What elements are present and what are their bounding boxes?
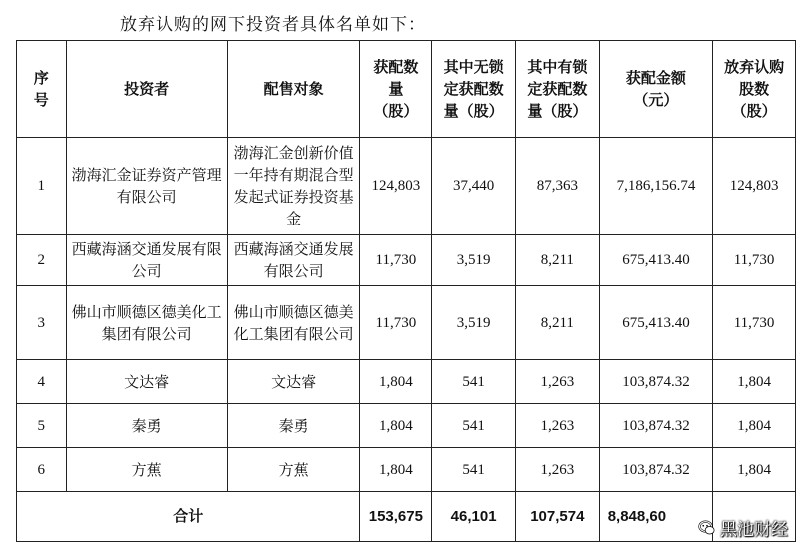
cell-locked: 1,263 bbox=[515, 448, 599, 492]
cell-seq: 6 bbox=[17, 448, 67, 492]
header-row bbox=[17, 41, 796, 138]
table-row bbox=[17, 235, 796, 286]
col-header-locked: 其中有锁定获配数量（股） bbox=[515, 41, 599, 138]
cell-allotted: 1,804 bbox=[360, 448, 432, 492]
cell-locked: 8,211 bbox=[515, 235, 599, 286]
cell-product: 方蕉 bbox=[227, 448, 360, 492]
cell-abandoned: 1,804 bbox=[713, 404, 796, 448]
cell-allotted: 124,803 bbox=[360, 138, 432, 235]
table-row bbox=[17, 448, 796, 492]
cell-amount: 103,874.32 bbox=[599, 448, 712, 492]
total-allotted: 153,675 bbox=[360, 492, 432, 542]
col-header-allotted: 获配数量（股） bbox=[360, 41, 432, 138]
cell-locked: 8,211 bbox=[515, 286, 599, 360]
cell-investor: 方蕉 bbox=[66, 448, 227, 492]
cell-allotted: 1,804 bbox=[360, 360, 432, 404]
watermark-text: 黑池财经 bbox=[720, 520, 788, 540]
cell-unlocked: 541 bbox=[432, 404, 516, 448]
col-header-seq: 序号 bbox=[17, 41, 67, 138]
cell-product: 渤海汇金创新价值一年持有期混合型发起式证券投资基金 bbox=[227, 138, 360, 235]
total-locked: 107,574 bbox=[515, 492, 599, 542]
cell-unlocked: 37,440 bbox=[432, 138, 516, 235]
cell-amount: 7,186,156.74 bbox=[599, 138, 712, 235]
cell-amount: 103,874.32 bbox=[599, 404, 712, 448]
cell-abandoned: 11,730 bbox=[713, 235, 796, 286]
total-amount: 8,848,60 bbox=[599, 492, 712, 542]
cell-locked: 87,363 bbox=[515, 138, 599, 235]
cell-product: 佛山市顺德区德美化工集团有限公司 bbox=[227, 286, 360, 360]
cell-allotted: 11,730 bbox=[360, 286, 432, 360]
cell-investor: 文达睿 bbox=[66, 360, 227, 404]
watermark bbox=[698, 515, 788, 540]
cell-investor: 秦勇 bbox=[66, 404, 227, 448]
col-header-product: 配售对象 bbox=[227, 41, 360, 138]
cell-abandoned: 1,804 bbox=[713, 448, 796, 492]
table-row bbox=[17, 404, 796, 448]
total-label: 合计 bbox=[17, 492, 360, 542]
cell-unlocked: 541 bbox=[432, 448, 516, 492]
cell-unlocked: 541 bbox=[432, 360, 516, 404]
cell-amount: 103,874.32 bbox=[599, 360, 712, 404]
cell-abandoned: 124,803 bbox=[713, 138, 796, 235]
cell-product: 西藏海涵交通发展有限公司 bbox=[227, 235, 360, 286]
cell-allotted: 1,804 bbox=[360, 404, 432, 448]
cell-product: 文达睿 bbox=[227, 360, 360, 404]
cell-seq: 1 bbox=[17, 138, 67, 235]
cell-investor: 西藏海涵交通发展有限公司 bbox=[66, 235, 227, 286]
col-header-investor: 投资者 bbox=[66, 41, 227, 138]
cell-amount: 675,413.40 bbox=[599, 235, 712, 286]
col-header-amount: 获配金额（元） bbox=[599, 41, 712, 138]
cell-locked: 1,263 bbox=[515, 404, 599, 448]
table-row bbox=[17, 286, 796, 360]
total-unlocked: 46,101 bbox=[432, 492, 516, 542]
cell-seq: 4 bbox=[17, 360, 67, 404]
cell-investor: 渤海汇金证券资产管理有限公司 bbox=[66, 138, 227, 235]
cell-seq: 3 bbox=[17, 286, 67, 360]
cell-allotted: 11,730 bbox=[360, 235, 432, 286]
col-header-unlocked: 其中无锁定获配数量（股） bbox=[432, 41, 516, 138]
table-row bbox=[17, 360, 796, 404]
cell-unlocked: 3,519 bbox=[432, 286, 516, 360]
cell-locked: 1,263 bbox=[515, 360, 599, 404]
col-header-abandoned: 放弃认购股数（股） bbox=[713, 41, 796, 138]
cell-amount: 675,413.40 bbox=[599, 286, 712, 360]
cell-abandoned: 1,804 bbox=[713, 360, 796, 404]
cell-seq: 5 bbox=[17, 404, 67, 448]
table-caption: 放弃认购的网下投资者具体名单如下： bbox=[120, 15, 426, 35]
table-row bbox=[17, 138, 796, 235]
abandoned-investors-table bbox=[16, 40, 796, 542]
cell-investor: 佛山市顺德区德美化工集团有限公司 bbox=[66, 286, 227, 360]
cell-abandoned: 11,730 bbox=[713, 286, 796, 360]
cell-seq: 2 bbox=[17, 235, 67, 286]
cell-unlocked: 3,519 bbox=[432, 235, 516, 286]
total-row bbox=[17, 492, 796, 542]
wechat-icon bbox=[698, 519, 716, 537]
cell-product: 秦勇 bbox=[227, 404, 360, 448]
